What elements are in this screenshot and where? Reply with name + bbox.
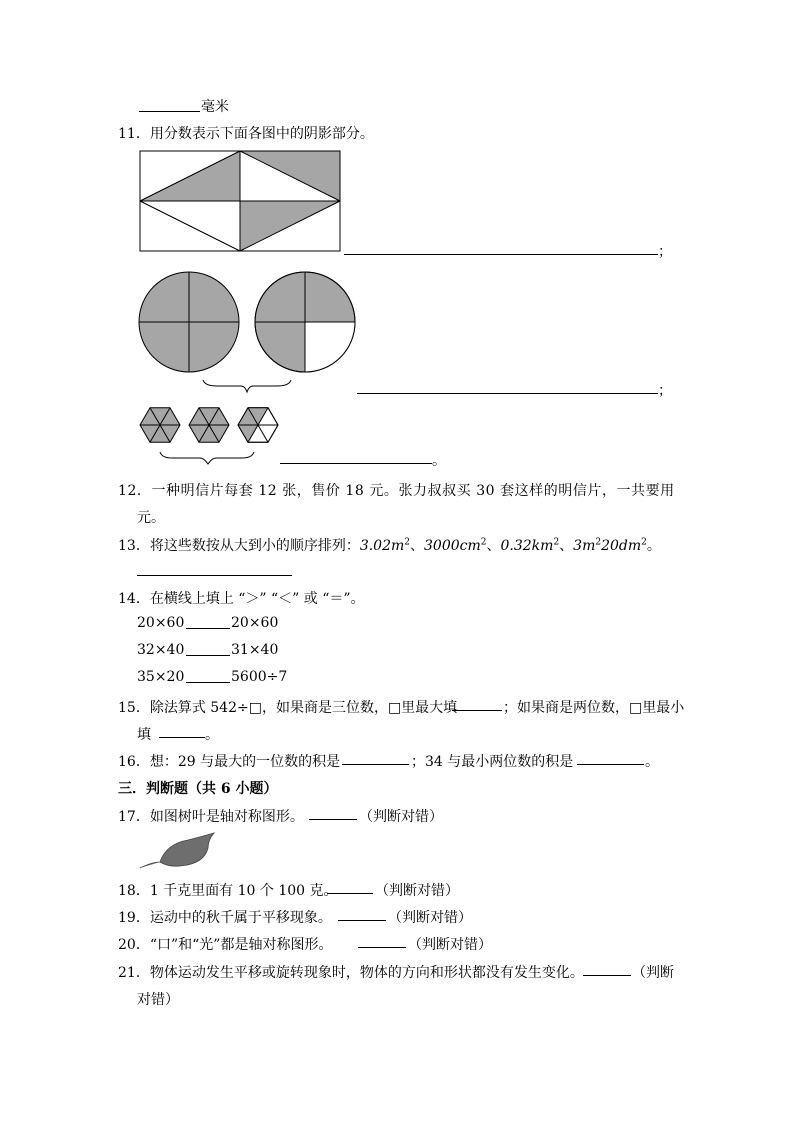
q20-stem: 20．“口”和“光”都是轴对称图形。	[118, 937, 333, 953]
leaf-image	[136, 832, 216, 872]
q15-line2b: 。	[205, 727, 219, 743]
q14-row-2-left: 32×40	[137, 642, 185, 658]
q13-value-4a: 3m	[573, 538, 596, 554]
q13-value-1-exponent: 2	[404, 537, 411, 548]
q13-answer-blank[interactable]	[137, 575, 292, 576]
q11-answer-blank-3[interactable]	[280, 463, 432, 464]
q11-end-1: ；	[658, 244, 672, 260]
section-3-title: 三．判断题（共 6 小题）	[118, 781, 278, 797]
q13-question	[118, 535, 661, 555]
q14-row-3-right: 5600÷7	[231, 669, 288, 685]
hexagons-figure	[138, 404, 283, 466]
q13-prefix: 13．将这些数按从大到小的顺序排列：	[118, 538, 360, 554]
q14-row-3-blank[interactable]	[186, 682, 230, 683]
q14-row-2-blank[interactable]	[186, 655, 230, 656]
q12-line1: 12．一种明信片每套 12 张，售价 18 元。张力叔叔买 30 套这样的明信片，一共要用	[118, 483, 675, 499]
q13-value-2: 3000cm	[424, 538, 481, 554]
q13-value-2-exponent: 2	[480, 537, 487, 548]
q21-stem: 21．物体运动发生平移或旋转现象时，物体的方向和形状都没有发生变化。	[118, 965, 584, 981]
q14-row-1-right: 20×60	[231, 615, 279, 631]
q21-judge-1: （判断	[632, 965, 674, 981]
q13-separator-2: 、	[486, 538, 501, 554]
q20-judge: （判断对错）	[408, 937, 492, 953]
q15-part1: 15．除法算式 542÷□，如果商是三位数，□里最大填	[118, 700, 458, 716]
q13-value-4b: 20dm	[601, 538, 642, 554]
q10-answer-blank[interactable]	[139, 111, 200, 112]
q16-part1: 16．想：29 与最大的一位数的积是	[118, 754, 341, 770]
q18-answer-blank[interactable]	[327, 893, 373, 894]
q14-stem: 14．在横线上填上 “＞” “＜” 或 “＝”。	[118, 591, 365, 607]
q16-answer-blank-2[interactable]	[577, 764, 644, 765]
q19-judge: （判断对错）	[388, 910, 472, 926]
q18-judge: （判断对错）	[375, 883, 459, 899]
q11-answer-blank-2[interactable]	[357, 393, 658, 394]
q16-end: 。	[645, 754, 659, 770]
q13-value-3: 0.32km	[500, 538, 554, 554]
q13-end: 。	[646, 538, 661, 554]
q15-line2a: 填	[137, 727, 151, 743]
q13-value-4b-exponent: 2	[641, 537, 647, 548]
q15-part2: ；如果商是两位数，□里最小	[503, 700, 685, 716]
q11-stem: 11．用分数表示下面各图中的阴影部分。	[118, 126, 374, 142]
q17-stem: 17．如图树叶是轴对称图形。	[118, 809, 304, 825]
q19-stem: 19．运动中的秋千属于平移现象。	[118, 910, 332, 926]
q14-row-2-right: 31×40	[231, 642, 279, 658]
q14-row-3-left: 35×20	[137, 669, 185, 685]
q18-stem: 18．1 千克里面有 10 个 100 克。	[118, 883, 338, 899]
q13-separator-3: 、	[559, 538, 574, 554]
q17-answer-blank[interactable]	[309, 819, 357, 820]
q14-row-1-left: 20×60	[137, 615, 185, 631]
q19-answer-blank[interactable]	[338, 920, 386, 921]
q20-answer-blank[interactable]	[358, 947, 406, 948]
q10-unit: 毫米	[201, 99, 229, 115]
q16-answer-blank-1[interactable]	[342, 764, 409, 765]
q12-line2: 元。	[137, 510, 165, 526]
q11-end-3: 。	[432, 453, 446, 469]
q21-answer-blank[interactable]	[583, 975, 631, 976]
q14-row-1-blank[interactable]	[186, 628, 230, 629]
q21-judge-2: 对错）	[137, 992, 179, 1008]
q15-answer-blank-1[interactable]	[452, 710, 502, 711]
q13-separator-1: 、	[410, 538, 425, 554]
q13-value-3-exponent: 2	[553, 537, 560, 548]
q11-answer-blank-1[interactable]	[344, 254, 658, 255]
q13-value-4a-exponent: 2	[595, 537, 602, 548]
circles-figure	[137, 270, 361, 396]
q15-answer-blank-2[interactable]	[159, 737, 205, 738]
q11-end-2: ；	[658, 383, 672, 399]
q17-judge: （判断对错）	[359, 809, 443, 825]
q16-part2: ；34 与最小两位数的积是	[411, 754, 574, 770]
rectangle-triangles-figure	[139, 150, 342, 252]
q13-value-1: 3.02m	[359, 538, 405, 554]
